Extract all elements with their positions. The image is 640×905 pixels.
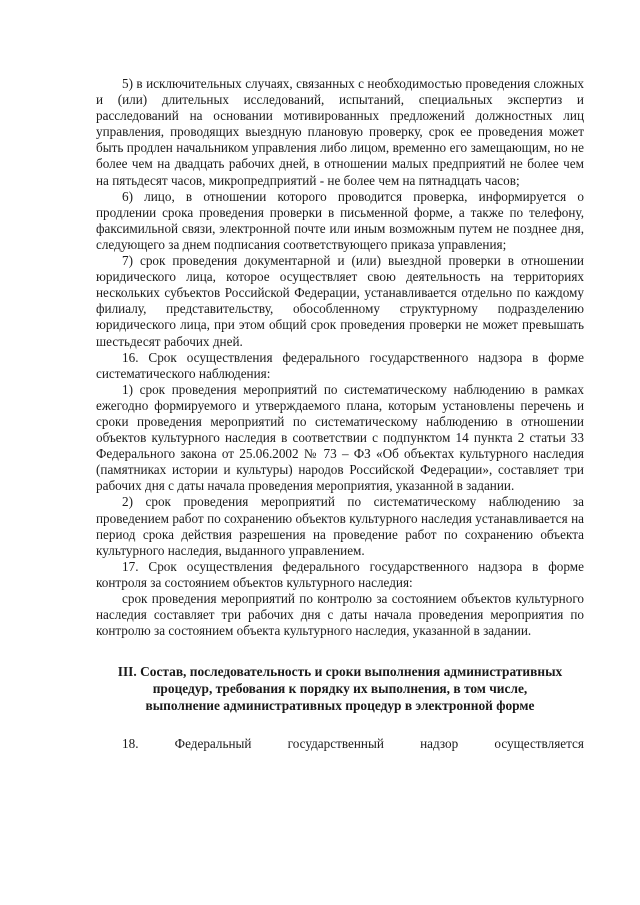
paragraph-6: 6) лицо, в отношении которого проводится проверка, информируется о продлении срока проведения проверки в письменной форме, а также по телефону, факсимильной связи, электронной почте или иным возможным путем не позднее дня, следующего за днем подписания соответствующего приказа управления; (96, 188, 584, 252)
tail-word-1: 18. (122, 736, 139, 752)
paragraph-7: 7) срок проведения документарной и (или) выездной проверки в отношении юридического лица, которое осуществляет свою деятельность на территориях нескольких субъектов Российской Федерации, устанавливается отдельно по каждому филиалу, представительству, обособленному структурному подразделению юридического лица, при этом общий срок проведения проверки не может превышать шестьдесят рабочих дней. (96, 253, 584, 349)
section-heading-line-2: процедур, требования к порядку их выполнения, в том числе, (152, 681, 528, 697)
tail-word-3: государственный (287, 736, 384, 752)
paragraph-16-2: 2) срок проведения мероприятий по систематическому наблюдению за проведением работ по сохранению объектов культурного наследия устанавливается на период срока действия разрешения на проведение работ по сохранению объекта культурного наследия, выданного управлением. (96, 494, 584, 558)
section-heading-line-3: выполнение административных процедур в электронной форме (145, 698, 535, 714)
tail-word-2: Федеральный (174, 736, 252, 752)
paragraph-18-start (96, 736, 584, 752)
paragraph-5: 5) в исключительных случаях, связанных с необходимостью проведения сложных и (или) длительных исследований, испытаний, специальных экспертиз и расследований на основании мотивированных предложений должностных лиц управления, проводящих выездную плановую проверку, срок ее проведения может быть продлен начальником управления либо лицом, временно его замещающим, но не более чем на двадцать рабочих дней, в отношении малых предприятий не более чем на пятьдесят часов, микропредприятий - не более чем на пятнадцать часов; (96, 76, 584, 188)
tail-word-4: надзор (420, 736, 459, 752)
paragraph-17: 17. Срок осуществления федерального государственного надзора в форме контроля за состоянием объектов культурного наследия: (96, 558, 584, 590)
paragraph-16: 16. Срок осуществления федерального государственного надзора в форме систематического наблюдения: (96, 349, 584, 381)
paragraph-17-term: срок проведения мероприятий по контролю за состоянием объектов культурного наследия составляет три рабочих дня с даты начала проведения мероприятия по контролю за состоянием объекта культурного наследия, указанной в задании. (96, 591, 584, 639)
section-heading-line-1: III. Состав, последовательность и сроки выполнения административных (117, 664, 563, 680)
section-heading (96, 663, 584, 714)
tail-word-5: осуществляется (494, 736, 584, 752)
paragraph-16-1: 1) срок проведения мероприятий по систематическому наблюдению в рамках ежегодно формируемого и утверждаемого плана, которым установлены перечень и сроки проведения мероприятий по систематическому наблюдению в отношении объектов культурного наследия в соответствии с подпунктом 14 пункта 2 статьи 33 Федерального закона от 25.06.2002 № 73 – ФЗ «Об объектах культурного наследия (памятниках истории и культуры) народов Российской Федерации», составляет три рабочих дня с даты начала проведения мероприятия, указанной в задании. (96, 381, 584, 494)
